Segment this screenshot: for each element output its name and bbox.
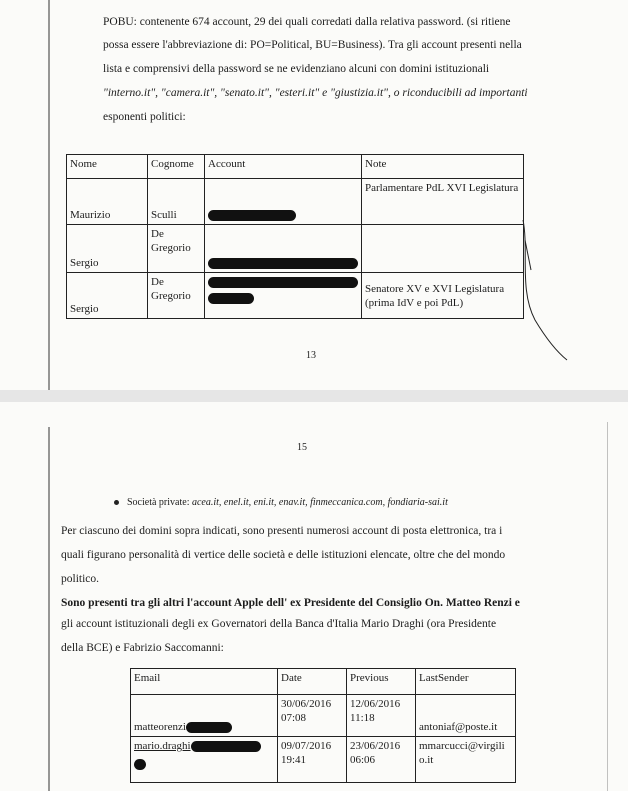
paragraph-line: Sono presenti tra gli altri l'account Apple dell' ex Presidente del Consiglio On. Matteo Renzi e: [61, 597, 520, 609]
cell-email: matteorenzi: [131, 695, 278, 737]
document-page-bottom: [0, 402, 628, 791]
cell-account: [205, 179, 362, 225]
bullet-icon: [114, 500, 119, 505]
paragraph-line: Per ciascuno dei domini sopra indicati, sono presenti numerosi account di posta elettronica, tra i: [61, 525, 503, 537]
cell-account: [205, 225, 362, 273]
page-number: 15: [297, 442, 307, 453]
column-header: Nome: [67, 155, 148, 179]
redaction-mark: [186, 722, 232, 733]
bullet-domains: acea.it, enel.it, eni.it, enav.it, finmeccanica.com, fondiaria-sai.it: [191, 497, 448, 508]
cell-nome: Sergio: [67, 273, 148, 319]
paragraph-line: politico.: [61, 573, 100, 585]
cell-previous: 12/06/2016 11:18: [347, 695, 416, 737]
cell-previous: 23/06/2016 06:06: [347, 737, 416, 783]
accounts-table-email: [130, 668, 516, 783]
paragraph-line: esponenti politici:: [103, 111, 186, 123]
redaction-mark: [134, 759, 146, 770]
redaction-mark: [208, 258, 358, 269]
paragraph-line: quali figurano personalità di vertice delle società e delle istituzioni elencate, oltre che del mondo: [61, 549, 506, 561]
pen-annotation: [515, 210, 585, 370]
cell-email: mario.draghi: [131, 737, 278, 783]
cell-note: [362, 225, 524, 273]
redaction-mark: [191, 741, 261, 752]
paragraph-line: "interno.it", "camera.it", "senato.it", "esteri.it" e "giustizia.it", o riconducibili ad importanti: [103, 87, 528, 99]
paragraph-line: POBU: contenente 674 account, 29 dei quali corredati dalla relativa password. (si ritiene: [103, 16, 511, 28]
cell-date: 30/06/2016 07:08: [278, 695, 347, 737]
table-row: [131, 695, 516, 737]
cell-cognome: De Gregorio: [148, 273, 205, 319]
cell-date: 09/07/2016 19:41: [278, 737, 347, 783]
column-header: Email: [131, 669, 278, 695]
redaction-mark: [208, 277, 358, 288]
paragraph-line: possa essere l'abbreviazione di: PO=Political, BU=Business). Tra gli account presenti nella: [103, 39, 522, 51]
paragraph-line: gli account istituzionali degli ex Governatori della Banca d'Italia Mario Draghi (ora Presidente: [61, 618, 497, 630]
column-header: Previous: [347, 669, 416, 695]
cell-note: Senatore XV e XVI Legislatura (prima IdV e poi PdL): [362, 273, 524, 319]
page-edge-mark: [48, 0, 50, 390]
cell-note: Parlamentare PdL XVI Legislatura: [362, 179, 524, 225]
document-page-top: [0, 0, 628, 390]
cell-lastsender: antoniaf@poste.it: [416, 695, 516, 737]
table-row: [67, 273, 524, 319]
column-header: Note: [362, 155, 524, 179]
table-row: [131, 737, 516, 783]
paragraph-line: della BCE) e Fabrizio Saccomanni:: [61, 642, 224, 654]
page-edge-mark: [48, 427, 50, 791]
table-row: [67, 179, 524, 225]
cell-nome: Sergio: [67, 225, 148, 273]
paragraph-line: lista e comprensivi della password se ne evidenziano alcuni con domini istituzionali: [103, 63, 490, 75]
redaction-mark: [208, 210, 296, 221]
cell-cognome: Sculli: [148, 179, 205, 225]
page-number: 13: [306, 350, 316, 361]
cell-lastsender: mmarcucci@virgilio.it: [416, 737, 516, 783]
column-header: Account: [205, 155, 362, 179]
cell-account: [205, 273, 362, 319]
column-header: Date: [278, 669, 347, 695]
table-row: [67, 225, 524, 273]
bullet-private-companies: [114, 495, 448, 511]
column-header: Cognome: [148, 155, 205, 179]
column-header: LastSender: [416, 669, 516, 695]
redaction-mark: [208, 293, 254, 304]
page-edge-mark: [607, 422, 608, 791]
accounts-table-politicians: [66, 154, 524, 319]
cell-cognome: De Gregorio: [148, 225, 205, 273]
bullet-label: Società private:: [127, 497, 190, 508]
cell-nome: Maurizio: [67, 179, 148, 225]
